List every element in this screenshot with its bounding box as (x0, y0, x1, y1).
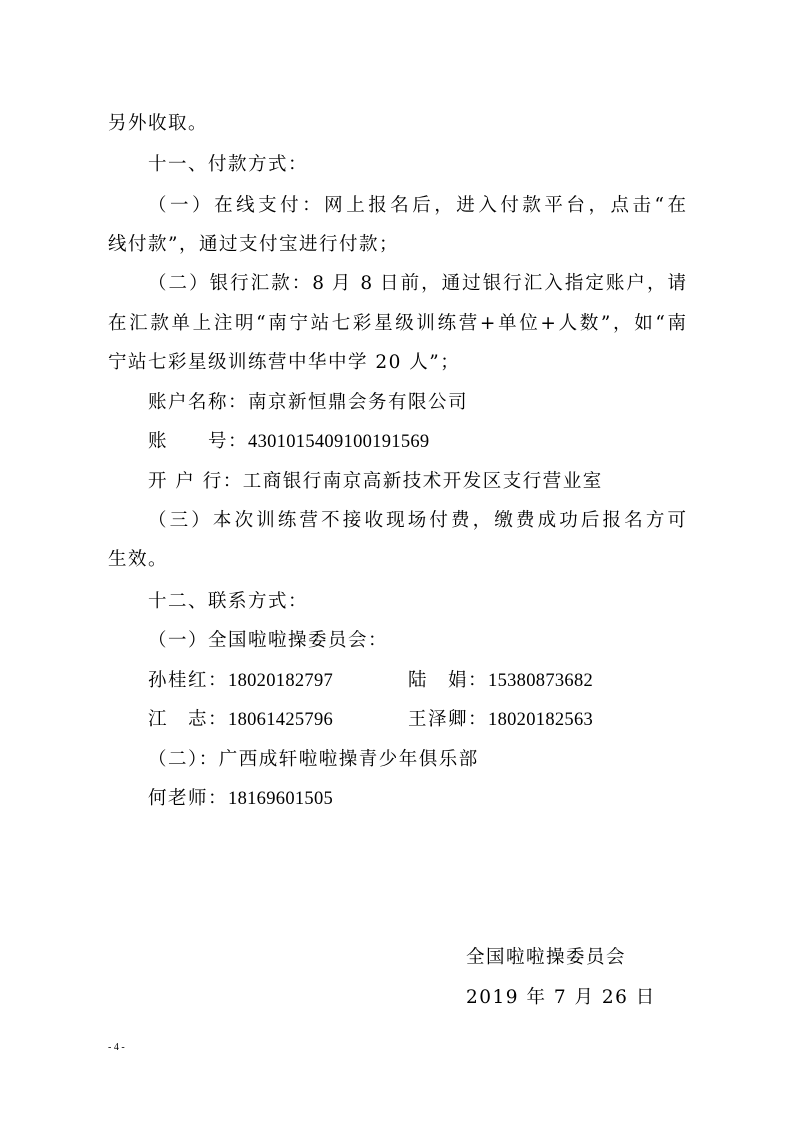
account-bank-row (148, 470, 603, 494)
page-number: - 4 - (108, 1042, 125, 1053)
account-number-row (148, 430, 429, 454)
account-name-value: 南京新恒鼎会务有限公司 (248, 392, 469, 413)
contact-person (408, 669, 593, 693)
contact-group-title: （二）：广西成轩啦啦操青少年俱乐部 (148, 749, 479, 770)
contact-person-label: 何老师： (148, 788, 229, 809)
text-line: （一）在线支付：网上报名后，进入付款平台，点击“在 (148, 195, 686, 216)
contact-phone: 18020182563 (488, 710, 594, 730)
contact-person-label: 江 志： (148, 709, 229, 730)
text-line: （三）本次训练营不接收现场付费，缴费成功后报名方可 (148, 510, 686, 531)
contact-person-label: 陆 娟： (408, 670, 489, 691)
text-line: （二）银行汇款：8 月 8 日前，通过银行汇入指定账户，请 (148, 273, 686, 294)
text-line: 生效。 (108, 549, 169, 570)
contact-phone: 18061425796 (228, 710, 334, 730)
contact-person (408, 708, 593, 732)
contact-person-label: 王泽卿： (408, 709, 489, 730)
contact-person (148, 708, 333, 732)
section-heading: 十一、付款方式： (148, 154, 309, 175)
account-number-value: 4301015409100191569 (248, 432, 430, 452)
text-line: 在汇款单上注明“南宁站七彩星级训练营+单位+人数”，如“南 (108, 313, 686, 334)
section-heading: 十二、联系方式： (148, 591, 309, 612)
text-line: 另外收取。 (108, 113, 209, 134)
account-bank-label: 开 户 行： (148, 471, 243, 492)
contact-person-label: 孙桂红： (148, 670, 229, 691)
account-bank-value: 工商银行南京高新技术开发区支行营业室 (242, 471, 603, 492)
contact-phone: 18020182797 (228, 671, 334, 691)
signature-org: 全国啦啦操委员会 (466, 947, 627, 968)
text-line: 宁站七彩星级训练营中华中学 20 人”； (108, 352, 461, 373)
contact-teacher (148, 787, 333, 811)
signature-date: 2019 年 7 月 26 日 (466, 987, 656, 1008)
account-name-label: 账户名称： (148, 392, 249, 413)
contact-group-title: （一）全国啦啦操委员会： (148, 630, 389, 651)
text-line: 线付款”，通过支付宝进行付款； (108, 234, 399, 255)
contact-phone: 15380873682 (488, 671, 594, 691)
contact-person (148, 669, 333, 693)
contact-phone: 18169601505 (228, 789, 334, 809)
account-number-label: 账 号： (148, 431, 249, 452)
account-name-row (148, 391, 468, 415)
